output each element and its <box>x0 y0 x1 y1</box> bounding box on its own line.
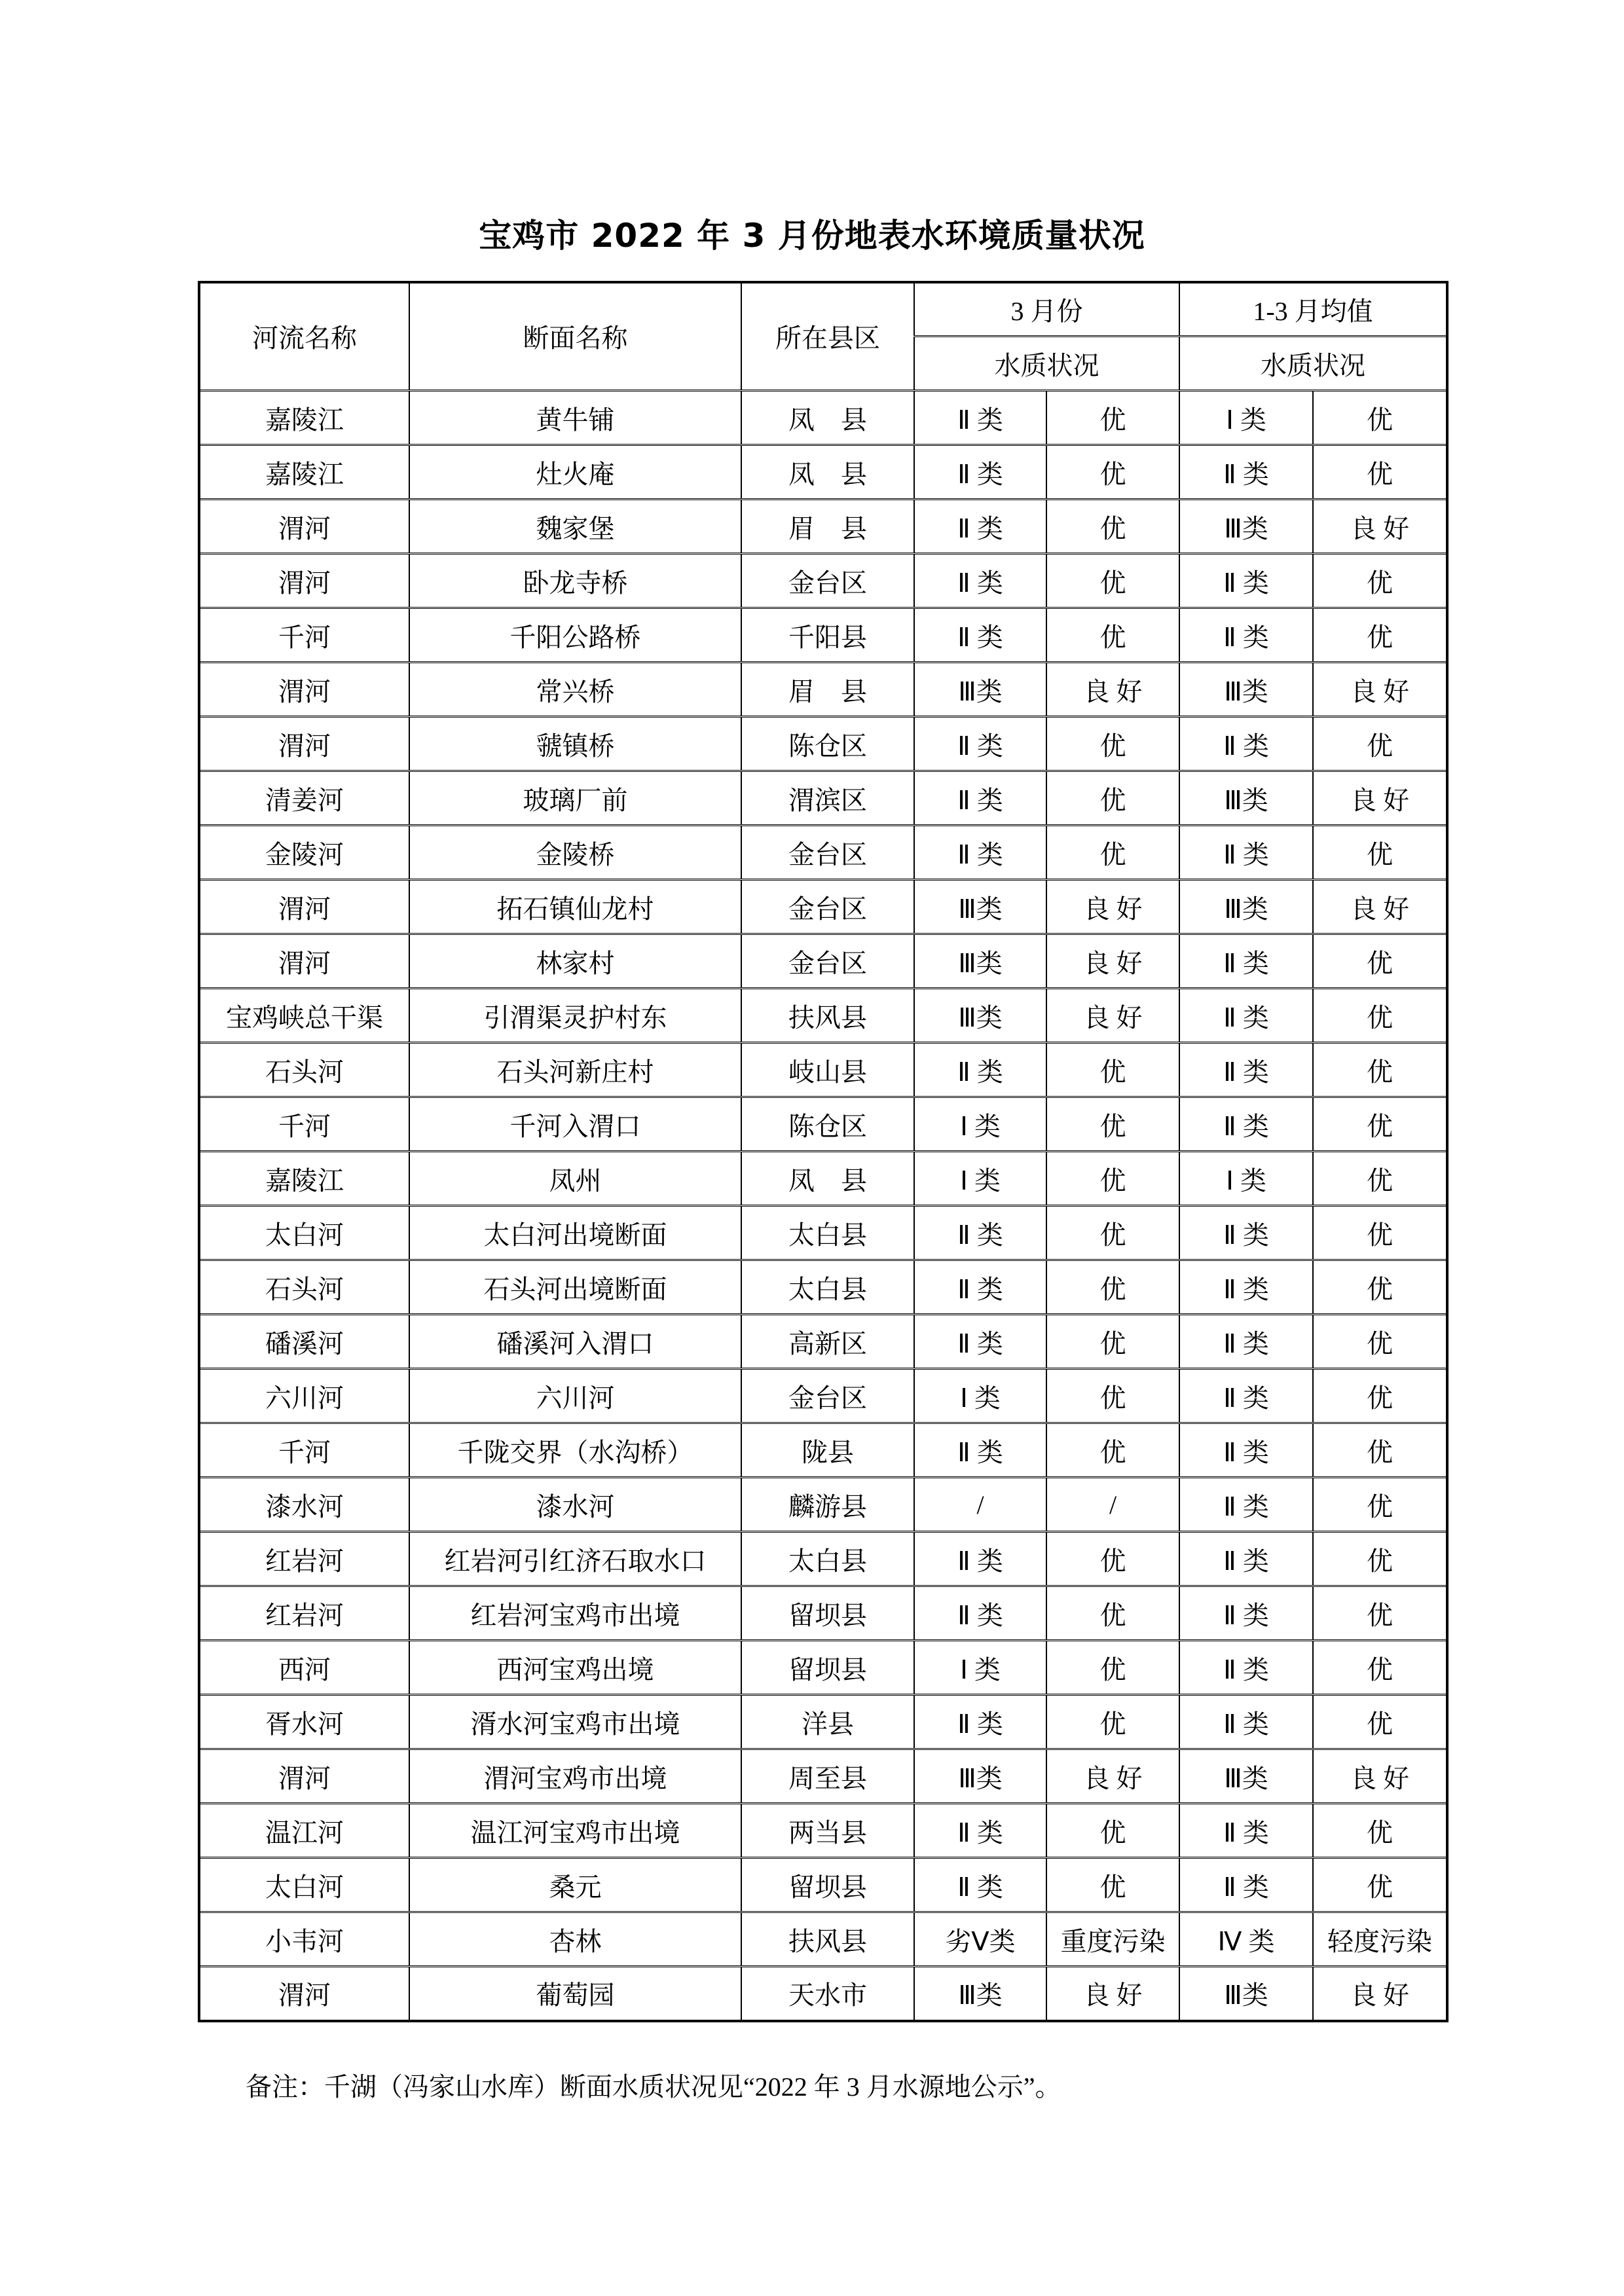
march-class-cell: 劣Ⅴ类 <box>914 1912 1046 1967</box>
river-cell: 渭河 <box>199 717 409 771</box>
table-row <box>199 1206 1447 1260</box>
march-status-cell: / <box>1046 1478 1179 1532</box>
avg-class-cell: Ⅱ 类 <box>1179 1804 1313 1858</box>
avg-status-cell: 优 <box>1313 1152 1447 1206</box>
march-class-cell: Ⅱ 类 <box>914 445 1046 500</box>
avg-class-cell: Ⅱ 类 <box>1179 1423 1313 1478</box>
avg-status-cell: 优 <box>1313 445 1447 500</box>
march-status-cell: 优 <box>1046 826 1179 880</box>
river-cell: 红岩河 <box>199 1586 409 1641</box>
section-cell: 杏林 <box>409 1912 741 1967</box>
avg-status-cell: 优 <box>1313 554 1447 608</box>
river-cell: 红岩河 <box>199 1532 409 1586</box>
section-cell: 引渭渠灵护村东 <box>409 989 741 1043</box>
table-row <box>199 717 1447 771</box>
avg-class-cell: Ⅱ 类 <box>1179 445 1313 500</box>
march-status-cell: 优 <box>1046 1858 1179 1912</box>
table-row <box>199 1912 1447 1967</box>
march-status-cell: 重度污染 <box>1046 1912 1179 1967</box>
march-class-cell: Ⅱ 类 <box>914 1315 1046 1369</box>
header-section-name: 断面名称 <box>409 282 741 391</box>
section-cell: 红岩河引红济石取水口 <box>409 1532 741 1586</box>
avg-class-cell: Ⅱ 类 <box>1179 1206 1313 1260</box>
river-cell: 西河 <box>199 1641 409 1695</box>
march-status-cell: 优 <box>1046 717 1179 771</box>
page-title: 宝鸡市 2022 年 3 月份地表水环境质量状况 <box>479 217 1145 255</box>
avg-class-cell: Ⅱ 类 <box>1179 1369 1313 1423</box>
march-class-cell: Ⅱ 类 <box>914 1206 1046 1260</box>
county-cell: 留坝县 <box>741 1858 914 1912</box>
avg-status-cell: 优 <box>1313 1478 1447 1532</box>
march-status-cell: 优 <box>1046 391 1179 445</box>
avg-class-cell: Ⅲ类 <box>1179 880 1313 934</box>
section-cell: 西河宝鸡出境 <box>409 1641 741 1695</box>
table-row <box>199 771 1447 826</box>
county-cell: 陇县 <box>741 1423 914 1478</box>
table-row <box>199 554 1447 608</box>
march-class-cell: Ⅱ 类 <box>914 826 1046 880</box>
table-row <box>199 934 1447 989</box>
county-cell: 太白县 <box>741 1260 914 1315</box>
avg-status-cell: 优 <box>1313 1586 1447 1641</box>
avg-status-cell: 优 <box>1313 1423 1447 1478</box>
table-row <box>199 1097 1447 1152</box>
county-cell: 渭滨区 <box>741 771 914 826</box>
march-status-cell: 良 好 <box>1046 663 1179 717</box>
table-row <box>199 608 1447 663</box>
avg-class-cell: Ⅱ 类 <box>1179 1695 1313 1749</box>
river-cell: 清姜河 <box>199 771 409 826</box>
march-class-cell: Ⅱ 类 <box>914 391 1046 445</box>
county-cell: 金台区 <box>741 934 914 989</box>
march-status-cell: 优 <box>1046 1043 1179 1097</box>
river-cell: 太白河 <box>199 1858 409 1912</box>
section-cell: 石头河新庄村 <box>409 1043 741 1097</box>
county-cell: 天水市 <box>741 1967 914 2021</box>
march-class-cell: Ⅰ 类 <box>914 1152 1046 1206</box>
county-cell: 凤 县 <box>741 445 914 500</box>
county-cell: 留坝县 <box>741 1641 914 1695</box>
march-status-cell: 优 <box>1046 1369 1179 1423</box>
avg-status-cell: 良 好 <box>1313 663 1447 717</box>
county-cell: 岐山县 <box>741 1043 914 1097</box>
county-cell: 留坝县 <box>741 1586 914 1641</box>
section-cell: 红岩河宝鸡市出境 <box>409 1586 741 1641</box>
river-cell: 渭河 <box>199 934 409 989</box>
march-status-cell: 优 <box>1046 1532 1179 1586</box>
header-march: 3 月份 <box>914 282 1179 337</box>
section-cell: 桑元 <box>409 1858 741 1912</box>
table-row <box>199 663 1447 717</box>
county-cell: 扶风县 <box>741 989 914 1043</box>
table-row <box>199 880 1447 934</box>
table-row <box>199 500 1447 554</box>
march-status-cell: 良 好 <box>1046 989 1179 1043</box>
avg-status-cell: 良 好 <box>1313 771 1447 826</box>
river-cell: 千河 <box>199 1423 409 1478</box>
section-cell: 灶火庵 <box>409 445 741 500</box>
march-class-cell: Ⅱ 类 <box>914 500 1046 554</box>
march-class-cell: Ⅰ 类 <box>914 1641 1046 1695</box>
table-row <box>199 1532 1447 1586</box>
section-cell: 魏家堡 <box>409 500 741 554</box>
avg-class-cell: Ⅱ 类 <box>1179 717 1313 771</box>
county-cell: 太白县 <box>741 1532 914 1586</box>
table-body <box>199 391 1447 2021</box>
section-cell: 漆水河 <box>409 1478 741 1532</box>
header-row-top <box>199 282 1447 337</box>
section-cell: 虢镇桥 <box>409 717 741 771</box>
march-class-cell: Ⅲ类 <box>914 1749 1046 1804</box>
march-status-cell: 优 <box>1046 608 1179 663</box>
county-cell: 眉 县 <box>741 663 914 717</box>
table-row <box>199 826 1447 880</box>
avg-class-cell: Ⅳ 类 <box>1179 1912 1313 1967</box>
river-cell: 嘉陵江 <box>199 445 409 500</box>
march-class-cell: / <box>914 1478 1046 1532</box>
table-row <box>199 1749 1447 1804</box>
river-cell: 渭河 <box>199 1967 409 2021</box>
avg-class-cell: Ⅱ 类 <box>1179 1586 1313 1641</box>
march-status-cell: 良 好 <box>1046 934 1179 989</box>
march-status-cell: 优 <box>1046 1641 1179 1695</box>
avg-class-cell: Ⅱ 类 <box>1179 608 1313 663</box>
county-cell: 麟游县 <box>741 1478 914 1532</box>
avg-class-cell: Ⅱ 类 <box>1179 1043 1313 1097</box>
river-cell: 千河 <box>199 1097 409 1152</box>
avg-class-cell: Ⅱ 类 <box>1179 1532 1313 1586</box>
table-row <box>199 1260 1447 1315</box>
avg-class-cell: Ⅱ 类 <box>1179 989 1313 1043</box>
table-row <box>199 1369 1447 1423</box>
section-cell: 磻溪河入渭口 <box>409 1315 741 1369</box>
avg-status-cell: 优 <box>1313 1804 1447 1858</box>
county-cell: 金台区 <box>741 554 914 608</box>
avg-status-cell: 优 <box>1313 608 1447 663</box>
avg-class-cell: Ⅲ类 <box>1179 771 1313 826</box>
section-cell: 卧龙寺桥 <box>409 554 741 608</box>
avg-status-cell: 良 好 <box>1313 500 1447 554</box>
table-row <box>199 1043 1447 1097</box>
march-status-cell: 良 好 <box>1046 1749 1179 1804</box>
river-cell: 太白河 <box>199 1206 409 1260</box>
march-class-cell: Ⅲ类 <box>914 880 1046 934</box>
section-cell: 林家村 <box>409 934 741 989</box>
county-cell: 太白县 <box>741 1206 914 1260</box>
river-cell: 六川河 <box>199 1369 409 1423</box>
footnote: 备注：千湖（冯家山水库）断面水质状况见“2022 年 3 月水源地公示”。 <box>246 2071 1061 2102</box>
header-jan-mar-average: 1-3 月均值 <box>1179 282 1447 337</box>
section-cell: 黄牛铺 <box>409 391 741 445</box>
avg-class-cell: Ⅱ 类 <box>1179 1097 1313 1152</box>
avg-status-cell: 优 <box>1313 1206 1447 1260</box>
table-row <box>199 391 1447 445</box>
table-row <box>199 1641 1447 1695</box>
avg-class-cell: Ⅱ 类 <box>1179 1641 1313 1695</box>
avg-status-cell: 良 好 <box>1313 1749 1447 1804</box>
table-row <box>199 1423 1447 1478</box>
march-class-cell: Ⅱ 类 <box>914 1586 1046 1641</box>
county-cell: 凤 县 <box>741 1152 914 1206</box>
river-cell: 漆水河 <box>199 1478 409 1532</box>
avg-class-cell: Ⅱ 类 <box>1179 826 1313 880</box>
header-march-water-quality: 水质状况 <box>914 337 1179 391</box>
county-cell: 陈仓区 <box>741 1097 914 1152</box>
avg-class-cell: Ⅱ 类 <box>1179 1858 1313 1912</box>
county-cell: 高新区 <box>741 1315 914 1369</box>
avg-status-cell: 优 <box>1313 1043 1447 1097</box>
section-cell: 金陵桥 <box>409 826 741 880</box>
march-class-cell: Ⅱ 类 <box>914 608 1046 663</box>
table-row <box>199 1152 1447 1206</box>
table-row <box>199 989 1447 1043</box>
county-cell: 金台区 <box>741 880 914 934</box>
march-status-cell: 良 好 <box>1046 880 1179 934</box>
section-cell: 常兴桥 <box>409 663 741 717</box>
county-cell: 陈仓区 <box>741 717 914 771</box>
march-status-cell: 优 <box>1046 1315 1179 1369</box>
avg-class-cell: Ⅰ 类 <box>1179 391 1313 445</box>
march-class-cell: Ⅱ 类 <box>914 1858 1046 1912</box>
avg-status-cell: 优 <box>1313 1641 1447 1695</box>
table-row <box>199 445 1447 500</box>
water-quality-table <box>198 281 1449 2022</box>
avg-class-cell: Ⅲ类 <box>1179 663 1313 717</box>
section-cell: 温江河宝鸡市出境 <box>409 1804 741 1858</box>
march-class-cell: Ⅱ 类 <box>914 1260 1046 1315</box>
county-cell: 眉 县 <box>741 500 914 554</box>
river-cell: 温江河 <box>199 1804 409 1858</box>
section-cell: 千河入渭口 <box>409 1097 741 1152</box>
river-cell: 千河 <box>199 608 409 663</box>
section-cell: 千陇交界（水沟桥） <box>409 1423 741 1478</box>
avg-status-cell: 优 <box>1313 1097 1447 1152</box>
avg-status-cell: 优 <box>1313 989 1447 1043</box>
avg-status-cell: 优 <box>1313 1315 1447 1369</box>
header-avg-water-quality: 水质状况 <box>1179 337 1447 391</box>
march-class-cell: Ⅱ 类 <box>914 1804 1046 1858</box>
river-cell: 石头河 <box>199 1260 409 1315</box>
march-class-cell: Ⅱ 类 <box>914 717 1046 771</box>
avg-status-cell: 轻度污染 <box>1313 1912 1447 1967</box>
march-status-cell: 优 <box>1046 1152 1179 1206</box>
avg-status-cell: 优 <box>1313 391 1447 445</box>
header-county: 所在县区 <box>741 282 914 391</box>
march-class-cell: Ⅱ 类 <box>914 1695 1046 1749</box>
table-header <box>199 282 1447 391</box>
county-cell: 两当县 <box>741 1804 914 1858</box>
section-cell: 凤州 <box>409 1152 741 1206</box>
march-status-cell: 良 好 <box>1046 1967 1179 2021</box>
river-cell: 渭河 <box>199 663 409 717</box>
section-cell: 拓石镇仙龙村 <box>409 880 741 934</box>
march-class-cell: Ⅲ类 <box>914 989 1046 1043</box>
avg-class-cell: Ⅱ 类 <box>1179 934 1313 989</box>
river-cell: 嘉陵江 <box>199 1152 409 1206</box>
avg-class-cell: Ⅲ类 <box>1179 500 1313 554</box>
march-status-cell: 优 <box>1046 1097 1179 1152</box>
march-class-cell: Ⅲ类 <box>914 663 1046 717</box>
table-row <box>199 1804 1447 1858</box>
march-class-cell: Ⅱ 类 <box>914 1043 1046 1097</box>
river-cell: 渭河 <box>199 554 409 608</box>
avg-class-cell: Ⅱ 类 <box>1179 1478 1313 1532</box>
county-cell: 洋县 <box>741 1695 914 1749</box>
march-status-cell: 优 <box>1046 500 1179 554</box>
river-cell: 胥水河 <box>199 1695 409 1749</box>
march-class-cell: Ⅲ类 <box>914 1967 1046 2021</box>
section-cell: 葡萄园 <box>409 1967 741 2021</box>
section-cell: 渭河宝鸡市出境 <box>409 1749 741 1804</box>
river-cell: 渭河 <box>199 1749 409 1804</box>
march-class-cell: Ⅱ 类 <box>914 1423 1046 1478</box>
march-status-cell: 优 <box>1046 1206 1179 1260</box>
avg-status-cell: 优 <box>1313 1260 1447 1315</box>
march-status-cell: 优 <box>1046 1804 1179 1858</box>
avg-status-cell: 优 <box>1313 1369 1447 1423</box>
river-cell: 金陵河 <box>199 826 409 880</box>
march-status-cell: 优 <box>1046 1423 1179 1478</box>
march-class-cell: Ⅰ 类 <box>914 1097 1046 1152</box>
county-cell: 扶风县 <box>741 1912 914 1967</box>
march-class-cell: Ⅱ 类 <box>914 1532 1046 1586</box>
river-cell: 磻溪河 <box>199 1315 409 1369</box>
march-class-cell: Ⅱ 类 <box>914 554 1046 608</box>
section-cell: 石头河出境断面 <box>409 1260 741 1315</box>
river-cell: 小韦河 <box>199 1912 409 1967</box>
county-cell: 金台区 <box>741 826 914 880</box>
river-cell: 宝鸡峡总干渠 <box>199 989 409 1043</box>
section-cell: 六川河 <box>409 1369 741 1423</box>
march-status-cell: 优 <box>1046 1586 1179 1641</box>
march-status-cell: 优 <box>1046 1260 1179 1315</box>
avg-class-cell: Ⅱ 类 <box>1179 1315 1313 1369</box>
avg-status-cell: 良 好 <box>1313 880 1447 934</box>
avg-class-cell: Ⅱ 类 <box>1179 1260 1313 1315</box>
table-row <box>199 1858 1447 1912</box>
avg-status-cell: 优 <box>1313 1858 1447 1912</box>
avg-status-cell: 良 好 <box>1313 1967 1447 2021</box>
river-cell: 渭河 <box>199 880 409 934</box>
table-row <box>199 1315 1447 1369</box>
section-cell: 太白河出境断面 <box>409 1206 741 1260</box>
avg-status-cell: 优 <box>1313 826 1447 880</box>
avg-class-cell: Ⅰ 类 <box>1179 1152 1313 1206</box>
county-cell: 凤 县 <box>741 391 914 445</box>
avg-status-cell: 优 <box>1313 1695 1447 1749</box>
avg-status-cell: 优 <box>1313 1532 1447 1586</box>
river-cell: 渭河 <box>199 500 409 554</box>
march-status-cell: 优 <box>1046 771 1179 826</box>
table-row <box>199 1695 1447 1749</box>
table-row <box>199 1478 1447 1532</box>
march-status-cell: 优 <box>1046 1695 1179 1749</box>
header-river-name: 河流名称 <box>199 282 409 391</box>
march-class-cell: Ⅱ 类 <box>914 771 1046 826</box>
avg-class-cell: Ⅲ类 <box>1179 1749 1313 1804</box>
table-row <box>199 1586 1447 1641</box>
avg-class-cell: Ⅱ 类 <box>1179 554 1313 608</box>
section-cell: 湑水河宝鸡市出境 <box>409 1695 741 1749</box>
march-class-cell: Ⅲ类 <box>914 934 1046 989</box>
river-cell: 石头河 <box>199 1043 409 1097</box>
table-row <box>199 1967 1447 2021</box>
march-class-cell: Ⅰ 类 <box>914 1369 1046 1423</box>
section-cell: 玻璃厂前 <box>409 771 741 826</box>
avg-class-cell: Ⅲ类 <box>1179 1967 1313 2021</box>
avg-status-cell: 优 <box>1313 934 1447 989</box>
march-status-cell: 优 <box>1046 445 1179 500</box>
river-cell: 嘉陵江 <box>199 391 409 445</box>
county-cell: 周至县 <box>741 1749 914 1804</box>
county-cell: 金台区 <box>741 1369 914 1423</box>
march-status-cell: 优 <box>1046 554 1179 608</box>
section-cell: 千阳公路桥 <box>409 608 741 663</box>
avg-status-cell: 优 <box>1313 717 1447 771</box>
county-cell: 千阳县 <box>741 608 914 663</box>
